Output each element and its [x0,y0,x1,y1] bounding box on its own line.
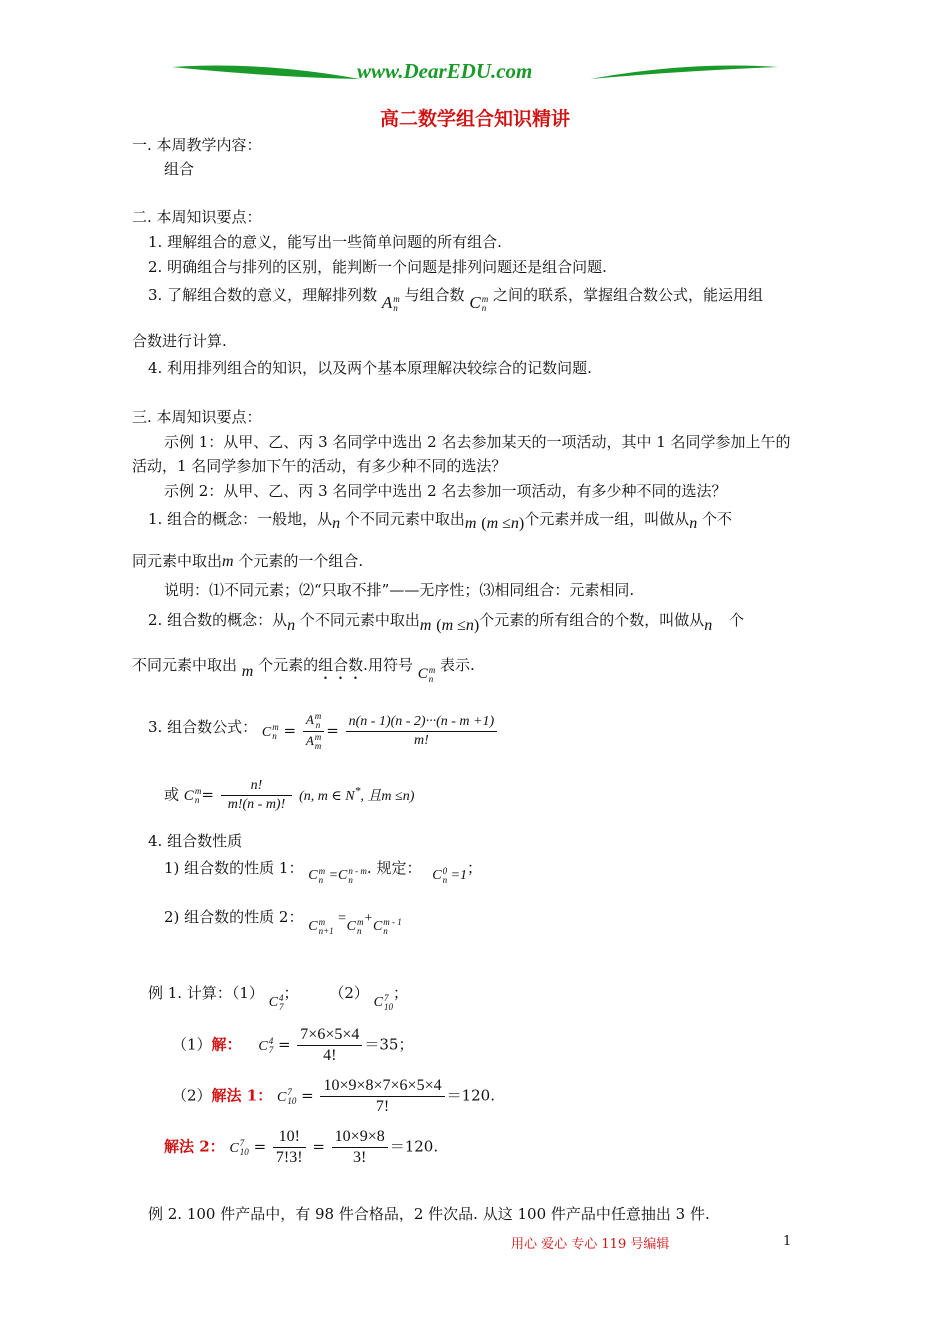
c2-text-g: 组合数 [318,656,364,674]
formula-label: 3. 组合数公式： [148,717,258,736]
c1-text-a: 1. 组合的概念：一般地，从 [148,510,333,528]
c1-text-e: 同元素中取出 [132,552,223,570]
sec2-p3-cont: 合数进行计算. [132,332,227,350]
sample2: 示例 2：从甲、乙、丙 3 名同学中选出 2 名去参加一项活动，有多少种不同的选法？ [164,482,727,500]
example1-solution2: （2）解法 1： C 7 10 = $\frac{10\times 9\times 8\times 7\times 6\times 5\times 4}{7!}$ ＝120. [172,1077,495,1115]
concept1-line1: 1. 组合的概念：一般地，从n 个不同元素中取出m (m ≤n)个元素并成一组，叫做从n 个不 [148,510,733,532]
property1: 1) 组合数的性质 1： C m n =C n - m n . 规定： C 0 n =1； [164,859,483,885]
page-number: 1 [783,1234,792,1249]
sol1-label: 解： [211,1035,242,1054]
prop2-label: 2) 组合数的性质 2： [164,908,304,926]
example1-solution3: 解法 2： C 7 10 = $\frac{10!}{7!3!}$ = $\frac{10\times 9\times 8}{3!}$ ＝120. [164,1128,439,1166]
swoosh-right-icon [580,59,780,89]
footer-slogan: 用心 爱心 专心 119 号编辑 [511,1237,670,1252]
ex1-label-text: 例 1. 计算：（1） [148,984,264,1002]
p3-text-c: 之间的联系，掌握组合数公式，能运用组 [492,286,763,304]
sec3-heading: 三. 本周知识要点： [132,408,262,426]
concept2-line2: 不同元素中取出 m 个元素的组合数.用符号 C m n 表示. [132,656,475,684]
sol3-result: ＝120. [389,1137,439,1156]
sec1-heading: 一. 本周教学内容： [132,136,262,154]
sample1-line1: 示例 1：从甲、乙、丙 3 名同学中选出 2 名去参加某天的一项活动，其中 1 名同学参加上午的 [164,433,791,451]
prop1-label: 1) 组合数的性质 1： [164,859,304,877]
sample1-line2: 活动，1 名同学参加下午的活动，有多少种不同的选法？ [132,457,507,475]
property2: 2) 组合数的性质 2： C m n+1 =C m n +C m - 1 n [164,908,402,936]
example1-label: 例 1. 计算：（1） C 4 7 ； （2） C 7 10 ； [148,984,408,1012]
concept1-line2: 同元素中取出m 个元素的一个组合. [132,552,364,570]
c1-text-c: 个元素并成一组，叫做从 [524,510,690,528]
sec2-p1: 1. 理解组合的意义，能写出一些简单问题的所有组合. [148,233,502,251]
header-banner [170,55,780,91]
sec2-p4: 4. 利用排列组合的知识，以及两个基本原理解决较综合的记数问题. [148,359,592,377]
c2-text-a: 2. 组合数的概念：从 [148,611,288,629]
sec2-p3: 3. 了解组合数的意义，理解排列数 A m n 与组合数 C m n 之间的联系，掌握组合数公式，能运用组 [148,286,763,314]
sol1-result: ＝35； [364,1035,414,1054]
c2-text-e: 不同元素中取出 [132,656,238,674]
sol3-label: 解法 2： [164,1137,225,1156]
sol2-prefix: （2） [172,1086,212,1105]
concept2-line1: 2. 组合数的概念：从n 个不同元素中取出m (m ≤n)个元素的所有组合的个数，叫做从n 个 [148,611,745,634]
combination-formula: 3. 组合数公式： C m n = A m n A m m = $\frac{n(n - 1)(n - 2)\cdot\cdot\cdot(n - m +1)}{m!}$ [148,712,499,768]
concept1-note: 说明：⑴不同元素；⑵“只取不排”——无序性；⑶相同组合：元素相同. [164,581,635,599]
c2-text-h: .用符号 [363,656,413,674]
combination-formula-alt: 或 C m n = $\frac{n!}{m!(n - m)!}$ (n, m ∈ N*, 且m ≤n) [164,778,415,812]
prop1-rule: . 规定： [366,859,422,877]
c1-text-d: 个不 [702,510,733,528]
c2-text-b: 个不同元素中取出 [299,611,420,629]
or-label: 或 [164,785,180,804]
c2-text-c: 个元素的所有组合的个数，叫做从 [479,611,705,629]
sol1-prefix: （1） [172,1035,212,1054]
swoosh-left-icon [170,59,370,89]
sec1-item: 组合 [164,160,195,178]
c1-text-f: 个元素的一个组合. [238,552,364,570]
p3-text-b: 与组合数 [404,286,465,304]
sec2-heading: 二. 本周知识要点： [132,208,262,226]
c2-text-i: 表示. [440,656,475,674]
c1-text-b: 个不同元素中取出 [344,510,465,528]
page-title: 高二数学组合知识精讲 [379,108,570,130]
logo-text[interactable]: www.DearEDU.com [357,59,533,83]
ex1-label2-text: （2） [329,984,369,1002]
c2-text-d: 个 [729,611,745,629]
example2: 例 2. 100 件产品中，有 98 件合格品，2 件次品. 从这 100 件产品中任意抽出 3 件. [148,1205,710,1223]
sec2-p2: 2. 明确组合与排列的区别，能判断一个问题是排列问题还是组合问题. [148,258,607,276]
sol2-result: ＝120. [446,1086,495,1105]
c2-text-f: 个元素的 [258,656,319,674]
concept4: 4. 组合数性质 [148,832,243,850]
example1-solution1: （1）解： C 4 7 = $\frac{7\times 6\times 5\times 4}{4!}$ ＝35； [172,1026,414,1064]
sol2-label: 解法 1： [211,1086,273,1105]
p3-text-a: 3. 了解组合数的意义，理解排列数 [148,286,378,304]
